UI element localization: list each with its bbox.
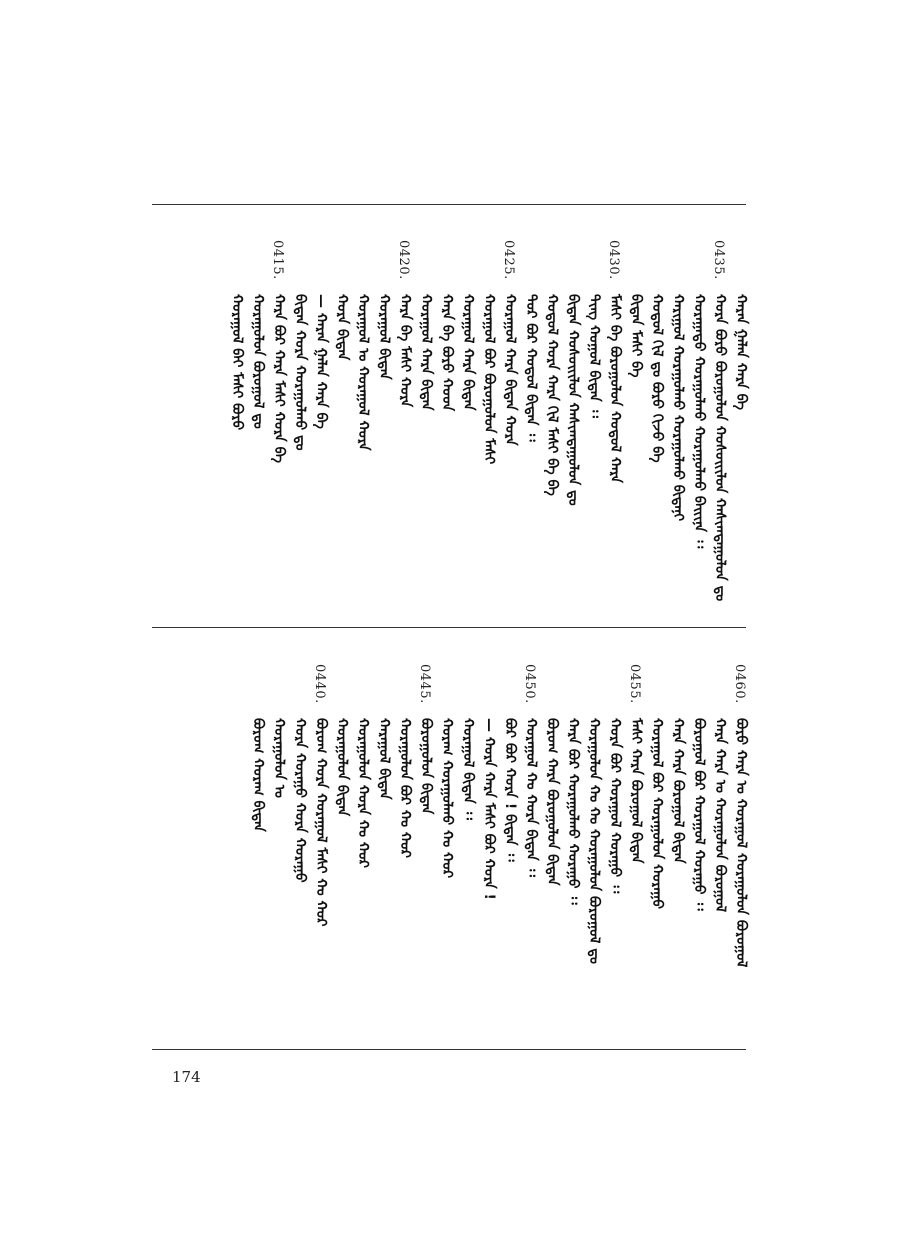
text-column — [438, 240, 458, 610]
verse-line: ᠬᠤᠷᠠ ᠪᠤᠷᠤ ᠪᠤᠷᠤᠭᠤᠯᠤᠨ ᠬᠤᠰᠤᠢᠢᠯᠤᠨ ᠬᠠᠰᠢᠭᠳᠠᠭᠤᠯᠤᠨ ᠳᠤ — [712, 294, 728, 602]
text-column — [270, 240, 290, 610]
text-column — [396, 240, 416, 610]
bottom-rule — [152, 1049, 746, 1050]
text-column — [396, 664, 416, 1034]
text-column — [690, 664, 710, 1034]
text-column — [522, 240, 542, 610]
text-column — [333, 240, 353, 610]
verse-line: ᠬᠠᠷᠠ ᠬᠠᠷᠠ ᠪᠤᠷᠤᠭᠤᠯ ᠪᠢᠳᠡᠨ — [670, 718, 686, 864]
verse-line: ᠬᠤᠷᠠᠭᠤᠯᠤᠨ ᠬᠤ ᠬᠤ ᠬᠤᠷᠠᠭᠤᠯᠤᠨ ᠪᠤᠷᠤᠭᠤᠯ ᠳᠤ — [586, 718, 602, 964]
verse-line: ᠬᠤᠳᠤᠯ ᠭᠢᠯ ᠳᠤ ᠪᠤᠷᠤ ᠬᠢᠵᠤ ᠪᠠ — [649, 294, 665, 463]
text-column — [480, 240, 500, 610]
text-column — [501, 240, 521, 610]
text-column — [669, 240, 689, 610]
text-column — [606, 240, 626, 610]
text-column — [732, 240, 752, 610]
verse-line: ᠬᠤᠷᠠᠭᠤᠯ ᠬᠤ ᠬᠤᠷᠠ ᠪᠢᠳᠡᠨ ᠄᠄ — [523, 718, 539, 877]
verse-line: ᠪᠢᠳᠡᠨ ᠬᠤᠰᠤᠢᠢᠯᠤᠨ ᠬᠠᠰᠢᠭᠳᠠᠭᠤᠯᠤᠨ ᠳᠤ — [565, 294, 581, 506]
text-column — [354, 240, 374, 610]
line-number: 0450. — [522, 664, 537, 704]
verse-line: ᠬᠠᠷᠠ ᠪᠠ ᠪᠤᠷᠤ ᠬᠤᠳ — [439, 294, 455, 412]
verse-line: ᠮᠠᠰᠢ ᠬᠠᠷᠠ ᠪᠤᠷᠤᠭᠤᠯ ᠪᠢᠳᠡᠨ — [628, 718, 644, 864]
text-column — [564, 240, 584, 610]
text-column — [543, 664, 563, 1034]
text-column — [249, 664, 269, 1034]
text-column — [417, 664, 437, 1034]
line-number: 0455. — [627, 664, 642, 704]
text-column — [627, 664, 647, 1034]
verse-line: ᠬᠤᠷᠠᠭᠤᠯ ᠪᠤᠷ ᠪᠤᠷᠤᠭᠤᠯᠤᠨ ᠮᠠᠰᠢ — [481, 294, 497, 465]
verse-line: ᠬᠠᠷᠢᠭᠤᠯ ᠬᠤᠷᠠᠭᠤᠯᠬᠤ ᠬᠤᠷᠠᠭᠤᠯᠬᠤ ᠪᠢᠳᠡᠨᠢ — [670, 294, 686, 522]
line-number: 0435. — [711, 240, 726, 280]
text-column — [711, 240, 731, 610]
line-number: 0445. — [417, 664, 432, 704]
verse-line: ᠲᠢᠩ ᠬᠤᠭᠤᠯ ᠪᠢᠳᠡᠨ ᠄᠄ — [586, 294, 602, 418]
verse-line: ᠬᠤᠷᠠᠭᠤᠯ ᠤ ᠬᠤᠷᠠᠭᠤᠯ ᠬᠤᠷᠠ — [355, 294, 371, 451]
verse-line: ᠪᠢᠳᠡᠨ ᠬᠤᠷᠠ ᠬᠤᠷᠠᠭᠤᠯᠬᠤ ᠳᠤ — [292, 294, 308, 451]
text-column — [648, 240, 668, 610]
text-column — [291, 240, 311, 610]
verse-line: ᠬᠤᠳᠤᠯ ᠬᠤᠷᠠ ᠬᠠᠷᠠ ᠭᠢᠯ ᠮᠠᠰᠢ ᠪᠠ ᠪᠠ — [544, 294, 560, 496]
verse-line: ᠬᠤᠷᠠᠭᠠᠳᠤ ᠬᠤᠷᠠᠭᠤᠯᠬᠤ ᠬᠤᠷᠠᠭᠤᠯᠬᠤ ᠪᠠᠢᠢᠨᠠ ᠄᠄ — [691, 294, 707, 549]
verse-line: ᠬᠤᠷᠠᠭᠤᠯ ᠪᠠᠢ ᠮᠠᠰᠢ ᠪᠤᠷᠤ — [229, 294, 245, 431]
verse-line: ᠬᠤᠷᠠ ᠪᠢᠳᠡᠨ — [334, 294, 350, 361]
verse-line: ᠬᠤᠷᠠᠭ ᠬᠤᠷᠠᠭᠤᠯᠬᠤ ᠬᠤ ᠬᠤᠷ — [439, 718, 455, 879]
verse-line: ᠪᠤᠷᠤᠭ ᠬᠤᠷᠠᠭ ᠪᠢᠳᠡᠨ — [250, 718, 266, 832]
verse-line: ᠬᠠᠷᠠ ᠪᠤᠷ ᠬᠤᠷᠠᠭᠤᠯᠬᠤ ᠬᠤᠷᠠᠭᠤ ᠄᠄ — [565, 718, 581, 905]
text-column — [333, 664, 353, 1034]
verse-line: ᠬᠠᠷᠠ ᠬᠠᠷᠠ ᠤ ᠬᠤᠷᠠᠭᠤᠯᠤᠨ ᠪᠤᠷᠤᠭᠤᠯ — [712, 718, 728, 913]
verse-line: ᠬᠠᠷᠠᠭᠤᠯ ᠪᠢᠳᠡᠨ — [376, 718, 392, 800]
line-number: 0425. — [501, 240, 516, 280]
middle-rule — [152, 627, 746, 628]
line-number: 0415. — [270, 240, 285, 280]
verse-line: ᠬᠤᠷᠠᠭᠤᠯ ᠪᠤᠷ ᠬᠤᠷᠠᠭᠤᠯᠤᠨ ᠬᠤᠷᠠᠭᠤ — [649, 718, 665, 910]
verse-line: ᠪᠤᠷᠤᠭᠤᠯ ᠪᠤᠷ ᠬᠤᠷᠠᠭᠤᠯ ᠬᠤᠷᠠᠭᠤ ᠄᠄ — [691, 718, 707, 911]
text-column — [606, 664, 626, 1034]
verse-line: ᠬᠤᠷᠠᠭᠤᠯ ᠬᠠᠷᠠ ᠪᠢᠳᠡᠨ — [460, 294, 476, 411]
verse-line: ᠮᠠᠰᠢ ᠪᠠ ᠪᠤᠷᠤᠭᠤᠯᠤᠨ ᠬᠤᠳᠤᠯ ᠬᠠᠷᠠ — [607, 294, 623, 484]
top-rule — [152, 204, 746, 205]
verse-line: ᠬᠤᠷᠠᠭᠤᠯ ᠬᠠᠷᠠ ᠪᠢᠳᠡᠨ — [418, 294, 434, 411]
verse-line: ᠬᠠᠷᠠ ᠪᠤᠷ ᠬᠠᠷᠠ ᠮᠠᠰᠢ ᠬᠤᠷᠠ ᠪᠠ — [271, 294, 287, 464]
text-column — [648, 664, 668, 1034]
line-number: 0420. — [396, 240, 411, 280]
text-column — [585, 240, 605, 610]
verse-line: ᠬᠤᠷᠠᠭᠤᠯᠤᠨ ᠪᠤᠷᠤᠭᠤᠯ ᠳᠤ — [250, 294, 266, 429]
verse-line: ᠪᠤᠷᠤᠭᠤᠯᠤᠨ ᠪᠢᠳᠡᠨ — [418, 718, 434, 815]
text-column — [249, 240, 269, 610]
text-column — [291, 664, 311, 1034]
line-number: 0440. — [312, 664, 327, 704]
text-column — [270, 664, 290, 1034]
verse-line: — ᠬᠠᠷᠠᠨ ᠭᠠᠯᠠᠨ ᠬᠠᠷᠠ ᠪᠠ — [313, 294, 329, 429]
text-column — [438, 664, 458, 1034]
text-column — [501, 664, 521, 1034]
verse-line: ᠬᠤᠷᠠᠭᠤᠯ ᠪᠢᠳᠡᠨ — [376, 294, 392, 380]
text-column — [417, 240, 437, 610]
verse-line: ᠪᠤᠷᠤᠭ ᠬᠤᠷᠠ ᠬᠤᠷᠠᠭᠤᠯ ᠮᠠᠰᠢ ᠬᠤ ᠬᠤᠷ — [313, 718, 329, 927]
text-column — [312, 240, 332, 610]
text-column — [585, 664, 605, 1034]
verse-line: ᠬᠠᠷᠠ ᠪᠠ ᠮᠠᠰᠢ ᠬᠤᠷᠠ — [397, 294, 413, 408]
verse-line: — ᠬᠤᠷᠠ ᠬᠠᠷᠠ ᠮᠠᠰᠢ ᠪᠤᠷ ᠬᠤᠷᠠ ! — [481, 718, 497, 900]
text-column — [627, 240, 647, 610]
verse-line: ᠬᠠᠷᠠᠨ ᠭᠠᠯᠠᠨ ᠬᠠᠷᠠ ᠪᠠ — [733, 294, 749, 410]
verse-line: ᠬᠤᠷᠠᠭᠤᠯ ᠬᠠᠷᠠ ᠪᠢᠳᠡᠨ ᠬᠤᠷᠠ — [502, 294, 518, 446]
text-column — [375, 240, 395, 610]
text-column — [354, 664, 374, 1034]
text-column — [522, 664, 542, 1034]
text-column — [543, 240, 563, 610]
verse-line: ᠬᠤᠷᠠᠭᠤᠯᠤᠨ ᠤ — [271, 718, 287, 798]
line-number: 0460. — [732, 664, 747, 704]
verse-line: ᠪᠤᠷᠤᠭ ᠬᠠᠷᠠ ᠪᠤᠷᠤᠭᠤᠯᠤᠨ ᠪᠢᠳᠡᠨ — [544, 718, 560, 886]
text-column — [459, 240, 479, 610]
text-column — [690, 240, 710, 610]
lower-text-block — [152, 664, 749, 1034]
text-column — [312, 664, 332, 1034]
text-column — [228, 240, 248, 610]
text-column — [459, 664, 479, 1034]
verse-line: ᠪᠢᠳᠡᠨ ᠮᠠᠰᠢ ᠪᠠ — [628, 294, 644, 378]
text-column — [669, 664, 689, 1034]
text-column — [732, 664, 752, 1034]
verse-line: ᠬᠤᠷᠠᠭᠤᠯᠤᠨ ᠪᠢᠳᠡᠨ — [334, 718, 350, 817]
line-number: 0430. — [606, 240, 621, 280]
verse-line: ᠬᠤᠷᠠ ᠬᠤᠷᠠᠭᠤ ᠬᠤᠷᠠ ᠬᠤᠷᠠᠭᠤ — [292, 718, 308, 883]
verse-line: ᠬᠤᠷᠠᠭᠤᠯ ᠪᠢᠳᠡᠨ ᠄᠄ — [460, 718, 476, 820]
text-column — [564, 664, 584, 1034]
text-column — [480, 664, 500, 1034]
verse-line: ᠪᠤᠷ ᠪᠤᠷ ᠬᠤᠷᠠ ! ᠪᠢᠳᠡᠨ ᠄᠄ — [502, 718, 518, 862]
text-column — [711, 664, 731, 1034]
verse-line: ᠬᠤᠷᠠ ᠪᠤᠷ ᠬᠤᠷᠠᠭᠤᠯ ᠬᠤᠷᠠᠭᠤ ᠄᠄ — [607, 718, 623, 894]
upper-text-block — [152, 240, 749, 610]
text-column — [375, 664, 395, 1034]
verse-line: ᠬᠤᠷᠠᠭᠤᠯᠤᠨ ᠬᠤᠷᠠ ᠬᠤ ᠬᠤᠷ — [355, 718, 371, 869]
verse-line: ᠬᠤᠷᠠᠭᠤᠯᠤᠨ ᠪᠤᠷ ᠬᠤ ᠬᠤᠷ — [397, 718, 413, 858]
verse-line: ᠪᠤᠷᠤ ᠬᠠᠷᠠ ᠤ ᠬᠤᠷᠠᠭᠤᠯ ᠬᠤᠷᠠᠭᠤᠯᠤᠨ ᠪᠤᠷᠤᠭᠤᠯ — [733, 718, 749, 968]
page-number: 174 — [172, 1068, 201, 1086]
verse-line: ᠲᠤᠷ ᠪᠤᠷ ᠬᠤᠳᠤᠯ ᠪᠢᠳᠡᠨ ᠄᠄ — [523, 294, 539, 442]
